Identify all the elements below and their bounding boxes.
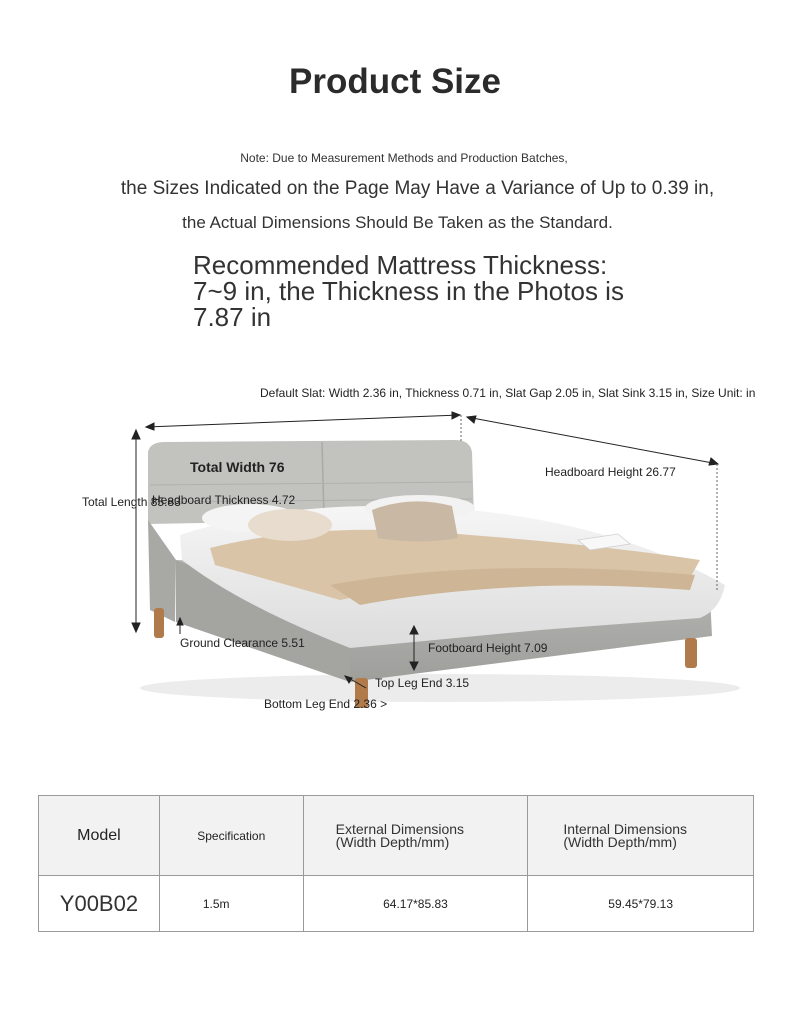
leg-front-right [685,638,697,668]
ground-clearance-label: Ground Clearance 5.51 [180,636,305,650]
header-specification: Specification [159,796,303,876]
cell-internal-dimensions: 59.45*79.13 [528,876,754,932]
total-width-line [146,415,460,427]
header-internal-line-1: Internal Dimensions [563,820,688,837]
left-side-rail [148,520,176,622]
header-external-dimensions [303,796,528,876]
bottom-leg-end-label: Bottom Leg End 2.36 > [264,697,388,711]
header-model: Model [39,796,160,876]
pillow-tan [372,501,458,541]
spec-table [38,795,754,932]
footboard-height-label: Footboard Height 7.09 [428,641,548,655]
total-length-label: Total Length 85.83 [82,495,181,509]
pillow-cream [248,509,332,541]
total-width-label: Total Width 76 [190,459,285,475]
leg-back-left [154,608,164,638]
header-external-line-1: External Dimensions [335,820,465,837]
page-title: Product Size [289,62,501,101]
table-row [39,876,754,932]
measurement-note-line-2: the Sizes Indicated on the Page May Have a Variance of Up to 0.39 in, [120,178,715,199]
cell-specification: 1.5m [159,876,303,932]
measurement-note-line-3: the Actual Dimensions Should Be Taken as the Standard. [182,213,613,232]
header-internal-line-2: (Width Depth/mm) [563,833,677,850]
headboard-thickness-label: Headboard Thickness 4.72 [152,493,296,507]
header-internal-dimensions [528,796,754,876]
measurement-note-line-1: Note: Due to Measurement Methods and Production Batches, [240,151,568,165]
mattress-thickness-note: Recommended Mattress Thickness: 7~9 in, the Thickness in the Photos is 7.87 in [193,250,624,332]
headboard-height-label: Headboard Height 26.77 [545,465,676,479]
cell-model: Y00B02 [39,876,160,932]
table-header-row [39,796,754,876]
top-leg-end-label: Top Leg End 3.15 [375,676,470,690]
slat-note: Default Slat: Width 2.36 in, Thickness 0.71 in, Slat Gap 2.05 in, Slat Sink 3.15 in, Size Unit: in [260,386,756,400]
header-external-line-2: (Width Depth/mm) [335,833,450,850]
cell-external-dimensions: 64.17*85.83 [303,876,528,932]
total-length-line [467,417,718,464]
